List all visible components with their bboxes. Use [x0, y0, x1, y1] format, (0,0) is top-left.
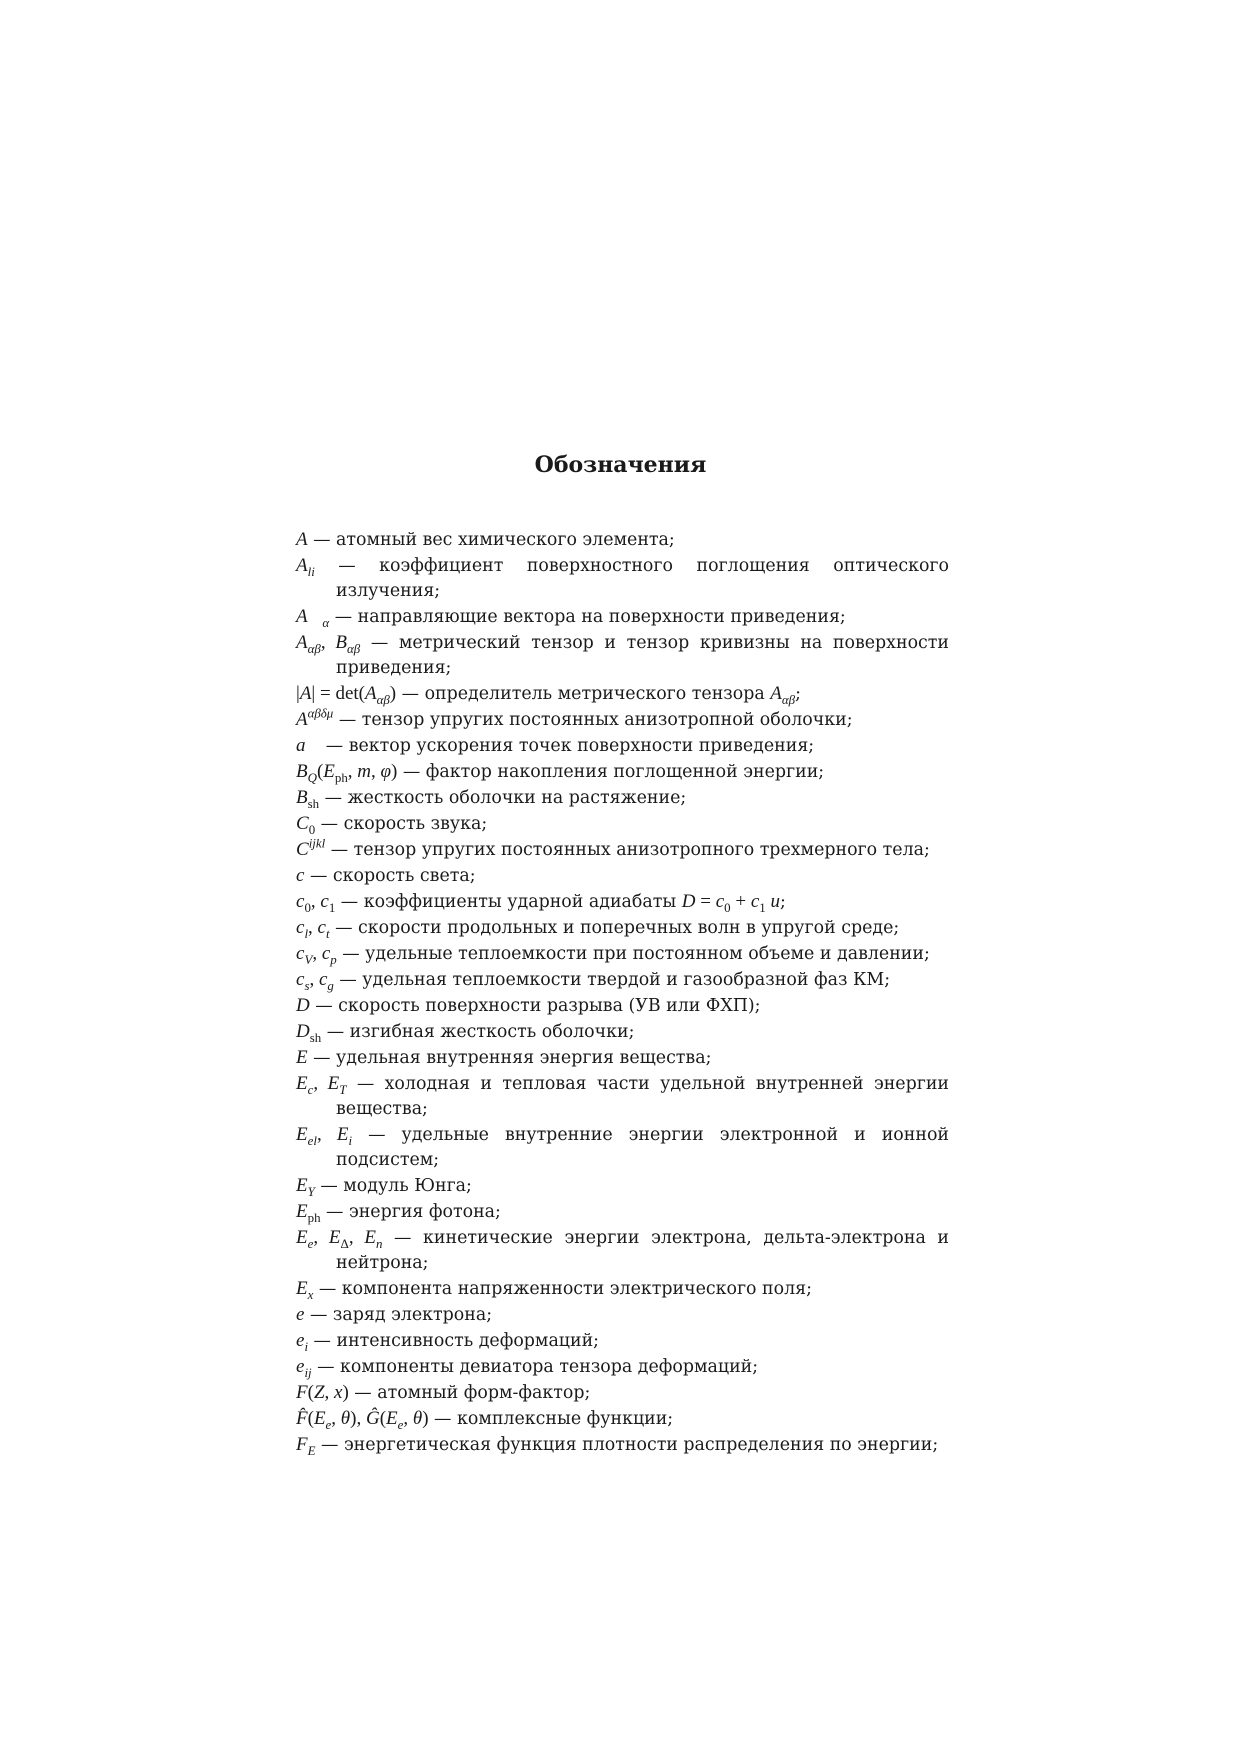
- notation-symbol: e: [296, 1304, 305, 1325]
- notation-description: — тензор упругих постоянных анизотропного трехмерного тела;: [325, 840, 930, 860]
- notation-entry: [296, 1432, 949, 1458]
- notation-symbol: $A⃗_\alpha$: [296, 606, 330, 630]
- notation-symbol: $c_0$, $c_1$: [296, 891, 336, 915]
- notation-entry: [296, 1276, 949, 1302]
- notation-description: — атомный форм-фактор;: [348, 1383, 591, 1403]
- notation-entry: [296, 785, 949, 811]
- page-title: Обозначения: [534, 452, 707, 478]
- notation-entry: [296, 733, 949, 759]
- notation-symbol: $D_{sh}$: [296, 1021, 322, 1045]
- notation-entry: [296, 759, 949, 785]
- notation-description: — фактор накопления поглощенной энергии;: [397, 762, 825, 782]
- notation-entry: [296, 553, 949, 604]
- notation-entry: [296, 889, 949, 915]
- notation-description: — комплексные функции;: [428, 1409, 674, 1429]
- notation-symbol: $E_Y$: [296, 1175, 315, 1199]
- notation-entry: [296, 1328, 949, 1354]
- notation-entry: [296, 681, 949, 707]
- notation-description: — атомный вес химического элемента;: [307, 530, 675, 550]
- notation-description: — энергетическая функция плотности распределения по энергии;: [315, 1435, 939, 1455]
- notation-symbol: $E_{ph}$: [296, 1201, 321, 1225]
- notation-description: — скорость звука;: [315, 814, 488, 834]
- notation-description: — кинетические энергии электрона, дельта-электрона и нейтрона;: [336, 1228, 950, 1273]
- notation-entry: [296, 527, 949, 553]
- notation-description: — скорости продольных и поперечных волн в упругой среде;: [329, 918, 900, 938]
- notation-symbol: $A^{\alpha\beta\delta\mu}$: [296, 705, 334, 730]
- notation-entry: [296, 1045, 949, 1071]
- notation-description: — холодная и тепловая части удельной внутренней энергии вещества;: [336, 1074, 949, 1119]
- notation-symbol: c: [296, 865, 305, 886]
- notation-entry: [296, 707, 949, 733]
- notation-description: — жесткость оболочки на растяжение;: [319, 788, 687, 808]
- notation-symbol: $E_c$, $E_T$: [296, 1073, 347, 1097]
- notation-symbol: $F̂(E_e$, θ), $Ĝ(E_e$, θ): [296, 1408, 429, 1432]
- notation-description: — определитель метрического тензора $A_{\alpha\beta}$;: [396, 683, 801, 707]
- notation-symbol: $A_{li}$: [296, 555, 315, 579]
- notation-description: — тензор упругих постоянных анизотропной оболочки;: [333, 710, 853, 730]
- notation-symbol: $e_i$: [296, 1330, 309, 1354]
- notation-description: — энергия фотона;: [320, 1202, 501, 1222]
- notation-entry: [296, 1302, 949, 1328]
- notation-description: — направляющие вектора на поверхности приведения;: [329, 607, 846, 627]
- notation-symbol: $E_e$, $E_\Delta$, $E_n$: [296, 1227, 383, 1251]
- notation-entry: [296, 941, 949, 967]
- notation-entry: [296, 837, 949, 863]
- notation-description: — модуль Юнга;: [314, 1176, 472, 1196]
- notation-symbol: $C_0$: [296, 813, 316, 837]
- notation-entry: [296, 630, 949, 681]
- notation-symbol: F(Z, x): [296, 1382, 349, 1403]
- notation-description: — компонента напряженности электрического поля;: [313, 1279, 812, 1299]
- notation-symbol: $E_x$: [296, 1278, 314, 1302]
- notation-description: — удельная внутренняя энергия вещества;: [307, 1048, 712, 1068]
- notation-symbol: $|A| = \det(A_{\alpha\beta})$: [296, 683, 397, 707]
- notation-symbol: $E_{el}$, $E_i$: [296, 1124, 353, 1148]
- notation-description: — удельная теплоемкости твердой и газообразной фаз КМ;: [333, 970, 891, 990]
- notation-entry: [296, 993, 949, 1019]
- notation-symbol: E: [296, 1047, 308, 1068]
- notation-description: — заряд электрона;: [304, 1305, 493, 1325]
- notation-symbol: $B_Q(E_{ph}$, m, φ): [296, 761, 398, 785]
- notation-description: — коэффициент поверхностного поглощения оптического излучения;: [314, 556, 949, 601]
- notation-description: — скорость света;: [304, 866, 476, 886]
- notation-symbol: $c_l$, $c_t$: [296, 917, 330, 941]
- notation-list: [296, 527, 949, 1458]
- notation-symbol: $C^{ijkl}$: [296, 835, 326, 860]
- notation-symbol: $c_V$, $c_p$: [296, 943, 337, 967]
- notation-description: — интенсивность деформаций;: [308, 1331, 600, 1351]
- notation-description: — вектор ускорения точек поверхности приведения;: [320, 736, 815, 756]
- notation-description: — компоненты девиатора тензора деформаций;: [311, 1357, 759, 1377]
- notation-entry: [296, 1019, 949, 1045]
- notation-entry: [296, 1406, 949, 1432]
- notation-entry: [296, 1354, 949, 1380]
- notation-symbol: A: [296, 529, 308, 550]
- notation-symbol: $e_{ij}$: [296, 1356, 312, 1380]
- notation-entry: [296, 1071, 949, 1122]
- notation-description: — удельные теплоемкости при постоянном объеме и давлении;: [336, 944, 930, 964]
- notation-symbol: $B_{sh}$: [296, 787, 320, 811]
- notation-description: — изгибная жесткость оболочки;: [321, 1022, 635, 1042]
- notation-entry: [296, 1380, 949, 1406]
- notation-entry: [296, 863, 949, 889]
- notation-description: — удельные внутренние энергии электронной и ионной подсистем;: [336, 1125, 950, 1170]
- notation-entry: [296, 1173, 949, 1199]
- notation-entry: [296, 1122, 949, 1173]
- notation-entry: [296, 1225, 949, 1276]
- notation-entry: [296, 967, 949, 993]
- notation-entry: [296, 915, 949, 941]
- notation-description: — коэффициенты ударной адиабаты $D = c_0 + c_1$ u;: [335, 891, 786, 915]
- notation-description: — метрический тензор и тензор кривизны на поверхности приведения;: [336, 633, 950, 678]
- notation-symbol: D: [296, 995, 310, 1016]
- notation-entry: [296, 1199, 949, 1225]
- notation-symbol: $A_{\alpha\beta}$, $B_{\alpha\beta}$: [296, 632, 361, 656]
- notation-symbol: a⃗: [296, 735, 321, 756]
- notation-symbol: $F_E$: [296, 1434, 316, 1458]
- notation-entry: [296, 811, 949, 837]
- notation-description: — скорость поверхности разрыва (УВ или ФХП);: [309, 996, 761, 1016]
- notation-symbol: $c_s$, $c_g$: [296, 969, 334, 993]
- notation-entry: [296, 604, 949, 630]
